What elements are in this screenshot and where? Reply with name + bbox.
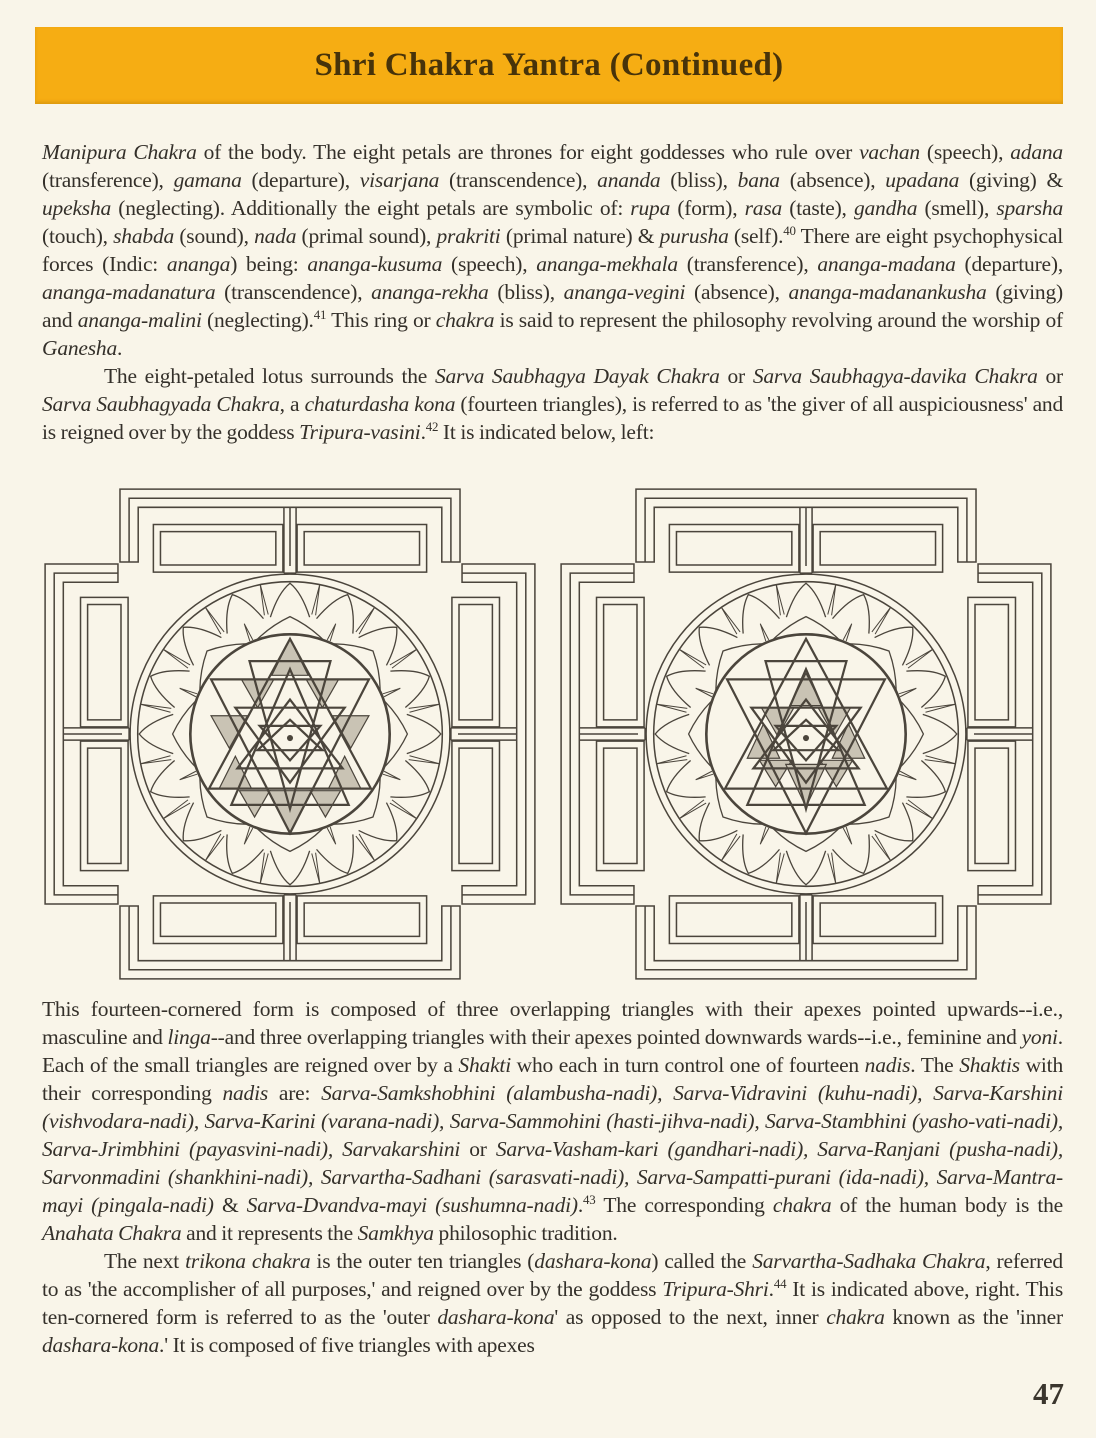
section-banner [35,27,1063,104]
sri-chakra-yantra-left-figure [36,481,544,987]
body-paragraph: Manipura Chakra of the body. The eight petals are thrones for eight goddesses who rule over vachan (speech), adana (transference), gamana (departure), visarjana (transcendence), ananda (bliss), bana (absence), upadana (giving) & upeksha (neglecting). Additionally the eight petals are symbolic of: rupa (form), rasa (taste), gandha (smell), sparsha (touch), shabda (sound), nada (primal sound), prakriti (primal nature) & purusha (self).$^{40}$ There are eight psychophysical forces (Indic: ananga) being: ananga-kusuma (speech), ananga-mekhala (transference), ananga-madana (departure), ananga-madanatura (transcendence), ananga-rekha (bliss), ananga-vegini (absence), ananga-madanankusha (giving) and ananga-malini (neglecting).$^{41}$ This ring or chakra is said to represent the philosophy revolving around the worship of Ganesha. [42,140,1064,360]
body-text-upper [42,138,1063,446]
body-text-lower [42,995,1063,1359]
body-paragraph: This fourteen-cornered form is composed of three overlapping triangles with their apexes pointed upwards--i.e., masculine and linga--and three overlapping triangles with their apexes pointed downwards wards--i.e., feminine and yoni. Each of the small triangles are reigned over by a Shakti who each in turn control one of fourteen nadis. The Shaktis with their corresponding nadis are: Sarva-Samkshobhini (alambusha-nadi), Sarva-Vidravini (kuhu-nadi), Sarva-Karshini (vishvodara-nadi), Sarva-Karini (varana-nadi), Sarva-Sammohini (hasti-jihva-nadi), Sarva-Stambhini (yasho-vati-nadi), Sarva-Jrimbhini (payasvini-nadi), Sarvakarshini or Sarva-Vasham-kari (gandhari-nadi), Sarva-Ranjani (pusha-nadi), Sarvonmadini (shankhini-nadi), Sarvartha-Sadhani (sarasvati-nadi), Sarva-Sampatti-purani (ida-nadi), Sarva-Mantra-mayi (pingala-nadi) & Sarva-Dvandva-mayi (sushumna-nadi).$^{43}$ The corresponding chakra of the human body is the Anahata Chakra and it represents the Samkhya philosophic tradition. [42,997,1064,1245]
sri-chakra-yantra-right-figure [552,481,1060,987]
body-paragraph: The eight-petaled lotus surrounds the Sarva Saubhagya Dayak Chakra or Sarva Saubhagya-davika Chakra or Sarva Saubhagyada Chakra, a chaturdasha kona (fourteen triangles), is referred to as 'the giver of all auspiciousness' and is reigned over by the goddess Tripura-vasini.$^{42}$ It is indicated below, left: [42,364,1064,444]
section-title: Shri Chakra Yantra (Continued) [314,47,784,83]
page-number: 47 [1033,1376,1064,1411]
yantra-figures-row [36,481,1060,987]
body-paragraph: The next trikona chakra is the outer ten triangles (dashara-kona) called the Sarvartha-Sadhaka Chakra, referred to as 'the accomplisher of all purposes,' and reigned over by the goddess Tripura-Shri.$^{44}$ It is indicated above, right. This ten-cornered form is referred to as the 'outer dashara-kona' as opposed to the next, inner chakra known as the 'inner dashara-kona.' It is composed of five triangles with apexes [42,1249,1063,1357]
